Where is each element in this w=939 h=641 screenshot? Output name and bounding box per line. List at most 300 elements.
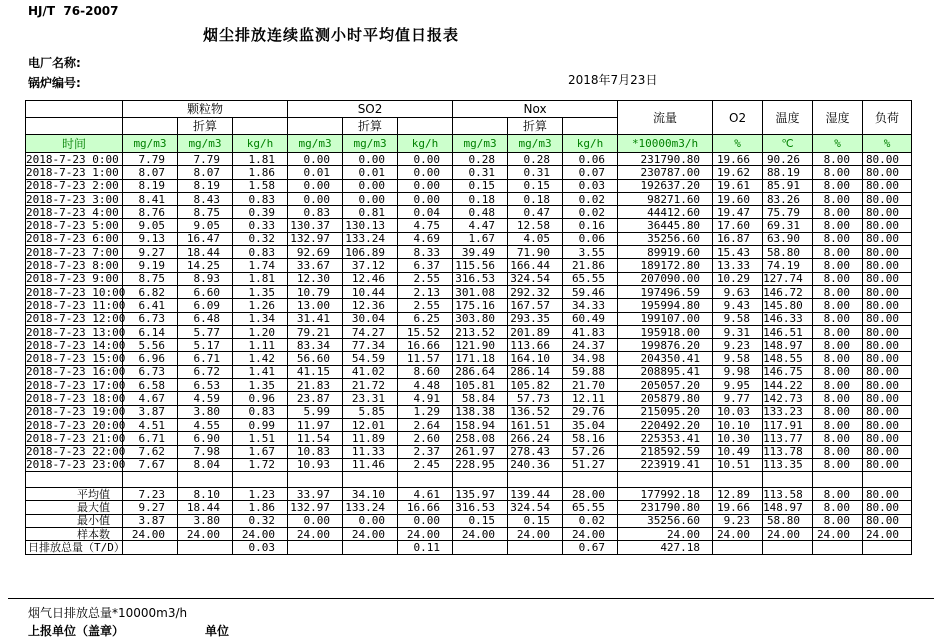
value-cell: 10.83 xyxy=(288,445,343,458)
value-cell: 133.24 xyxy=(343,232,398,245)
value-cell: 8.00 xyxy=(813,488,863,501)
value-cell: 9.98 xyxy=(713,365,763,378)
value-cell: 0.18 xyxy=(508,192,563,205)
value-cell: 132.97 xyxy=(288,501,343,514)
table-row xyxy=(26,246,912,259)
value-cell: 5.17 xyxy=(178,339,233,352)
value-cell: 6.53 xyxy=(178,379,233,392)
value-cell: 24.00 xyxy=(123,528,178,541)
time-cell: 2018-7-23 11:00 xyxy=(26,298,126,312)
time-cell: 2018-7-23 12:00 xyxy=(26,312,126,326)
time-cell: 2018-7-23 17:00 xyxy=(26,378,126,392)
value-cell: 24.00 xyxy=(233,528,288,541)
value-cell: 316.53 xyxy=(453,501,508,514)
value-cell: 9.05 xyxy=(123,219,178,232)
table-row xyxy=(26,312,912,325)
value-cell: 80.00 xyxy=(863,325,912,338)
value-cell: 0.00 xyxy=(343,153,398,166)
value-cell: 113.58 xyxy=(763,488,813,501)
value-cell: 10.30 xyxy=(713,432,763,445)
standard-code: HJ/T 76-2007 xyxy=(28,4,119,18)
value-cell: 58.80 xyxy=(763,514,813,527)
value-cell: 34.98 xyxy=(563,352,618,365)
value-cell: 2.55 xyxy=(398,272,453,285)
value-cell: 167.57 xyxy=(508,299,563,312)
value-cell: 261.97 xyxy=(453,445,508,458)
value-cell: 24.37 xyxy=(563,339,618,352)
table-row xyxy=(26,445,912,458)
value-cell: 158.94 xyxy=(453,418,508,431)
pm-converted-label: 折算 xyxy=(178,118,233,135)
value-cell: 9.95 xyxy=(713,379,763,392)
value-cell: 223919.41 xyxy=(618,458,713,471)
value-cell: 4.51 xyxy=(123,418,178,431)
value-cell: 1.35 xyxy=(233,285,288,298)
value-cell: 8.60 xyxy=(398,365,453,378)
value-cell: 36445.80 xyxy=(618,219,713,232)
value-cell: 8.00 xyxy=(813,206,863,219)
value-cell: 148.97 xyxy=(763,339,813,352)
time-cell: 2018-7-23 21:00 xyxy=(26,431,126,445)
value-cell: 5.77 xyxy=(178,325,233,338)
value-cell: 80.00 xyxy=(863,192,912,205)
value-cell xyxy=(813,541,863,554)
value-cell: 171.18 xyxy=(453,352,508,365)
value-cell: 189172.80 xyxy=(618,259,713,272)
value-cell: 8.75 xyxy=(178,206,233,219)
value-cell: 0.28 xyxy=(508,153,563,166)
value-cell: 301.08 xyxy=(453,285,508,298)
value-cell: 16.66 xyxy=(398,501,453,514)
unit-cell: % xyxy=(713,135,763,153)
col-group-nox: Nox xyxy=(453,101,618,118)
value-cell: 44412.60 xyxy=(618,206,713,219)
value-cell: 4.91 xyxy=(398,392,453,405)
value-cell: 142.73 xyxy=(763,392,813,405)
table-row xyxy=(26,179,912,192)
value-cell: 24.00 xyxy=(713,528,763,541)
value-cell: 5.99 xyxy=(288,405,343,418)
empty-cell xyxy=(453,118,508,135)
value-cell: 34.33 xyxy=(563,299,618,312)
value-cell xyxy=(178,541,233,554)
value-cell: 31.41 xyxy=(288,312,343,325)
value-cell: 12.58 xyxy=(508,219,563,232)
value-cell: 7.62 xyxy=(123,445,178,458)
value-cell: 24.00 xyxy=(508,528,563,541)
value-cell: 8.04 xyxy=(178,458,233,471)
value-cell: 113.77 xyxy=(763,432,813,445)
value-cell: 39.49 xyxy=(453,246,508,259)
table-row xyxy=(26,432,912,445)
value-cell: 10.10 xyxy=(713,418,763,431)
value-cell: 8.41 xyxy=(123,192,178,205)
value-cell: 4.48 xyxy=(398,379,453,392)
value-cell: 130.37 xyxy=(288,219,343,232)
value-cell xyxy=(508,541,563,554)
value-cell: 293.35 xyxy=(508,312,563,325)
value-cell: 21.86 xyxy=(563,259,618,272)
empty-cell xyxy=(863,472,912,488)
value-cell: 2.55 xyxy=(398,299,453,312)
value-cell: 106.89 xyxy=(343,246,398,259)
value-cell: 83.34 xyxy=(288,339,343,352)
value-cell: 0.28 xyxy=(453,153,508,166)
value-cell: 14.25 xyxy=(178,259,233,272)
value-cell: 9.23 xyxy=(713,339,763,352)
unit-cell: kg/h xyxy=(233,135,288,153)
value-cell: 15.52 xyxy=(398,325,453,338)
summary-row xyxy=(26,514,912,527)
value-cell: 208895.41 xyxy=(618,365,713,378)
value-cell: 0.00 xyxy=(343,514,398,527)
time-cell: 2018-7-23 7:00 xyxy=(26,246,123,259)
table-row xyxy=(26,219,912,232)
value-cell: 8.00 xyxy=(813,285,863,298)
value-cell: 21.70 xyxy=(563,379,618,392)
value-cell: 9.77 xyxy=(713,392,763,405)
table-row xyxy=(26,339,912,352)
value-cell: 266.24 xyxy=(508,432,563,445)
value-cell: 105.81 xyxy=(453,379,508,392)
empty-cell xyxy=(508,472,563,488)
value-cell: 205057.20 xyxy=(618,379,713,392)
value-cell: 12.46 xyxy=(343,272,398,285)
value-cell: 11.89 xyxy=(343,432,398,445)
empty-cell xyxy=(563,472,618,488)
value-cell: 6.37 xyxy=(398,259,453,272)
empty-cell xyxy=(618,472,713,488)
time-header: 时间 xyxy=(26,135,123,153)
value-cell: 164.10 xyxy=(508,352,563,365)
value-cell: 24.00 xyxy=(618,528,713,541)
value-cell: 316.53 xyxy=(453,272,508,285)
value-cell: 4.69 xyxy=(398,232,453,245)
value-cell: 28.00 xyxy=(563,488,618,501)
value-cell: 17.60 xyxy=(713,219,763,232)
value-cell: 195994.80 xyxy=(618,299,713,312)
value-cell: 215095.20 xyxy=(618,405,713,418)
value-cell: 80.00 xyxy=(863,392,912,405)
value-cell: 11.33 xyxy=(343,445,398,458)
flue-gas-total-label: 烟气日排放总量*10000m3/h xyxy=(28,606,188,620)
value-cell: 80.00 xyxy=(863,219,912,232)
value-cell: 0.15 xyxy=(453,514,508,527)
value-cell: 8.00 xyxy=(813,312,863,325)
value-cell: 0.31 xyxy=(508,166,563,179)
report-date: 2018年7月23日 xyxy=(568,73,658,87)
value-cell: 24.00 xyxy=(343,528,398,541)
value-cell: 3.87 xyxy=(123,405,178,418)
value-cell: 2.45 xyxy=(398,458,453,471)
value-cell: 7.79 xyxy=(178,153,233,166)
value-cell: 92.69 xyxy=(288,246,343,259)
value-cell: 11.97 xyxy=(288,418,343,431)
unit-cell: ℃ xyxy=(763,135,813,153)
value-cell: 6.71 xyxy=(178,352,233,365)
value-cell: 2.37 xyxy=(398,445,453,458)
empty-cell xyxy=(233,472,288,488)
col-o2: O2 xyxy=(713,101,763,135)
value-cell: 8.33 xyxy=(398,246,453,259)
empty-cell xyxy=(178,472,233,488)
time-cell: 2018-7-23 2:00 xyxy=(26,179,123,192)
value-cell: 54.59 xyxy=(343,352,398,365)
value-cell: 5.56 xyxy=(123,339,178,352)
value-cell: 80.00 xyxy=(863,272,912,285)
value-cell: 1.51 xyxy=(233,432,288,445)
value-cell: 0.06 xyxy=(563,232,618,245)
value-cell: 18.44 xyxy=(178,246,233,259)
value-cell: 6.41 xyxy=(123,299,178,312)
summary-label-cell: 最小值 xyxy=(26,514,123,527)
value-cell: 4.75 xyxy=(398,219,453,232)
summary-row xyxy=(26,488,912,501)
report-unit-label: 上报单位（盖章） xyxy=(28,624,125,638)
value-cell: 6.60 xyxy=(178,285,233,298)
unit-cell: % xyxy=(863,135,912,153)
monitoring-table xyxy=(25,100,912,555)
value-cell: 8.00 xyxy=(813,501,863,514)
value-cell: 0.02 xyxy=(563,514,618,527)
value-cell: 136.52 xyxy=(508,405,563,418)
col-flow: 流量 xyxy=(618,101,713,135)
value-cell: 0.67 xyxy=(563,541,618,554)
value-cell: 80.00 xyxy=(863,352,912,365)
value-cell: 3.80 xyxy=(178,405,233,418)
value-cell: 0.96 xyxy=(233,392,288,405)
summary-label-cell: 最大值 xyxy=(26,501,123,514)
value-cell: 1.81 xyxy=(233,153,288,166)
value-cell: 8.00 xyxy=(813,153,863,166)
table-row xyxy=(26,206,912,219)
value-cell: 8.00 xyxy=(813,339,863,352)
value-cell: 146.75 xyxy=(763,365,813,378)
value-cell: 324.54 xyxy=(508,501,563,514)
value-cell: 286.64 xyxy=(453,365,508,378)
value-cell: 19.66 xyxy=(713,501,763,514)
value-cell: 11.54 xyxy=(288,432,343,445)
col-group-pm: 颗粒物 xyxy=(123,101,288,118)
time-cell: 2018-7-23 13:00 xyxy=(26,325,126,339)
value-cell: 0.11 xyxy=(398,541,453,554)
value-cell: 24.00 xyxy=(813,528,863,541)
value-cell: 278.43 xyxy=(508,445,563,458)
value-cell: 1.11 xyxy=(233,339,288,352)
empty-cell xyxy=(713,472,763,488)
page-title: 烟尘排放连续监测小时平均值日报表 xyxy=(202,26,459,44)
value-cell: 0.16 xyxy=(563,219,618,232)
table-row xyxy=(26,232,912,245)
value-cell: 0.15 xyxy=(508,179,563,192)
value-cell: 34.10 xyxy=(343,488,398,501)
value-cell: 24.00 xyxy=(453,528,508,541)
value-cell: 8.19 xyxy=(178,179,233,192)
value-cell: 59.88 xyxy=(563,365,618,378)
summary-row xyxy=(26,541,912,554)
value-cell: 74.19 xyxy=(763,259,813,272)
value-cell: 1.23 xyxy=(233,488,288,501)
value-cell: 177992.18 xyxy=(618,488,713,501)
value-cell: 80.00 xyxy=(863,312,912,325)
value-cell: 0.15 xyxy=(508,514,563,527)
value-cell: 89919.60 xyxy=(618,246,713,259)
value-cell: 8.00 xyxy=(813,365,863,378)
value-cell: 204350.41 xyxy=(618,352,713,365)
time-cell: 2018-7-23 10:00 xyxy=(26,285,126,299)
value-cell: 8.75 xyxy=(123,272,178,285)
value-cell: 113.78 xyxy=(763,445,813,458)
value-cell: 80.00 xyxy=(863,246,912,259)
value-cell: 80.00 xyxy=(863,405,912,418)
value-cell: 80.00 xyxy=(863,206,912,219)
value-cell: 1.74 xyxy=(233,259,288,272)
value-cell: 1.20 xyxy=(233,325,288,338)
time-cell: 2018-7-23 22:00 xyxy=(26,445,126,459)
value-cell: 33.97 xyxy=(288,488,343,501)
value-cell: 201.89 xyxy=(508,325,563,338)
time-cell: 2018-7-23 15:00 xyxy=(26,352,126,366)
value-cell: 9.13 xyxy=(123,232,178,245)
value-cell: 9.43 xyxy=(713,299,763,312)
value-cell: 59.46 xyxy=(563,285,618,298)
value-cell: 2.60 xyxy=(398,432,453,445)
value-cell: 80.00 xyxy=(863,488,912,501)
value-cell: 231790.80 xyxy=(618,501,713,514)
table-row xyxy=(26,458,912,471)
value-cell: 6.14 xyxy=(123,325,178,338)
value-cell: 9.58 xyxy=(713,312,763,325)
value-cell: 8.00 xyxy=(813,458,863,471)
value-cell: 8.07 xyxy=(178,166,233,179)
value-cell: 0.83 xyxy=(233,246,288,259)
value-cell: 0.01 xyxy=(288,166,343,179)
value-cell: 0.00 xyxy=(398,153,453,166)
time-cell: 2018-7-23 19:00 xyxy=(26,405,126,419)
value-cell: 57.26 xyxy=(563,445,618,458)
value-cell: 161.51 xyxy=(508,418,563,431)
value-cell: 19.47 xyxy=(713,206,763,219)
value-cell: 1.34 xyxy=(233,312,288,325)
value-cell: 57.73 xyxy=(508,392,563,405)
value-cell: 90.26 xyxy=(763,153,813,166)
empty-cell xyxy=(398,472,453,488)
value-cell: 6.96 xyxy=(123,352,178,365)
time-cell: 2018-7-23 0:00 xyxy=(26,153,123,166)
empty-cell xyxy=(453,472,508,488)
value-cell: 80.00 xyxy=(863,445,912,458)
value-cell: 11.46 xyxy=(343,458,398,471)
value-cell: 207090.00 xyxy=(618,272,713,285)
value-cell: 0.02 xyxy=(563,206,618,219)
value-cell: 8.00 xyxy=(813,432,863,445)
value-cell: 41.15 xyxy=(288,365,343,378)
value-cell: 0.18 xyxy=(453,192,508,205)
so2-converted-label: 折算 xyxy=(343,118,398,135)
table-row xyxy=(26,166,912,179)
table-row xyxy=(26,153,912,166)
value-cell: 8.19 xyxy=(123,179,178,192)
value-cell: 220492.20 xyxy=(618,418,713,431)
value-cell: 146.33 xyxy=(763,312,813,325)
value-cell: 135.97 xyxy=(453,488,508,501)
table-row xyxy=(26,352,912,365)
value-cell: 6.90 xyxy=(178,432,233,445)
value-cell: 10.93 xyxy=(288,458,343,471)
unit-cell: mg/m3 xyxy=(508,135,563,153)
value-cell: 138.38 xyxy=(453,405,508,418)
value-cell: 8.07 xyxy=(123,166,178,179)
table-row xyxy=(26,192,912,205)
value-cell: 1.58 xyxy=(233,179,288,192)
value-cell: 225353.41 xyxy=(618,432,713,445)
value-cell: 10.51 xyxy=(713,458,763,471)
empty-cell xyxy=(813,472,863,488)
value-cell: 1.67 xyxy=(233,445,288,458)
value-cell: 24.00 xyxy=(563,528,618,541)
unit-cell: mg/m3 xyxy=(178,135,233,153)
table-row xyxy=(26,285,912,298)
value-cell: 24.00 xyxy=(398,528,453,541)
value-cell: 8.00 xyxy=(813,445,863,458)
value-cell: 139.44 xyxy=(508,488,563,501)
value-cell: 0.83 xyxy=(288,206,343,219)
value-cell: 0.15 xyxy=(453,179,508,192)
value-cell: 80.00 xyxy=(863,379,912,392)
value-cell: 1.29 xyxy=(398,405,453,418)
value-cell: 80.00 xyxy=(863,458,912,471)
table-row xyxy=(26,392,912,405)
value-cell: 324.54 xyxy=(508,272,563,285)
value-cell: 85.91 xyxy=(763,179,813,192)
value-cell: 132.97 xyxy=(288,232,343,245)
value-cell: 35256.60 xyxy=(618,514,713,527)
value-cell: 16.66 xyxy=(398,339,453,352)
value-cell: 35256.60 xyxy=(618,232,713,245)
value-cell: 1.86 xyxy=(233,166,288,179)
value-cell: 33.67 xyxy=(288,259,343,272)
empty-cell xyxy=(26,118,123,135)
value-cell: 148.55 xyxy=(763,352,813,365)
value-cell: 58.84 xyxy=(453,392,508,405)
value-cell xyxy=(343,541,398,554)
value-cell: 23.87 xyxy=(288,392,343,405)
col-humidity: 湿度 xyxy=(813,101,863,135)
unit-cell: kg/h xyxy=(398,135,453,153)
time-cell: 2018-7-23 5:00 xyxy=(26,219,123,232)
value-cell: 10.79 xyxy=(288,285,343,298)
value-cell: 8.00 xyxy=(813,379,863,392)
value-cell: 5.85 xyxy=(343,405,398,418)
value-cell: 1.67 xyxy=(453,232,508,245)
value-cell: 0.83 xyxy=(233,192,288,205)
value-cell: 1.26 xyxy=(233,299,288,312)
value-cell: 80.00 xyxy=(863,365,912,378)
value-cell: 0.04 xyxy=(398,206,453,219)
value-cell: 8.00 xyxy=(813,299,863,312)
value-cell: 24.00 xyxy=(288,528,343,541)
value-cell: 0.01 xyxy=(343,166,398,179)
empty-cell xyxy=(123,118,178,135)
unit-cell: mg/m3 xyxy=(343,135,398,153)
value-cell: 0.02 xyxy=(563,192,618,205)
value-cell: 80.00 xyxy=(863,179,912,192)
value-cell: 79.21 xyxy=(288,325,343,338)
value-cell: 0.33 xyxy=(233,219,288,232)
value-cell: 1.42 xyxy=(233,352,288,365)
value-cell: 230787.00 xyxy=(618,166,713,179)
plant-name-label: 电厂名称: xyxy=(28,56,81,70)
